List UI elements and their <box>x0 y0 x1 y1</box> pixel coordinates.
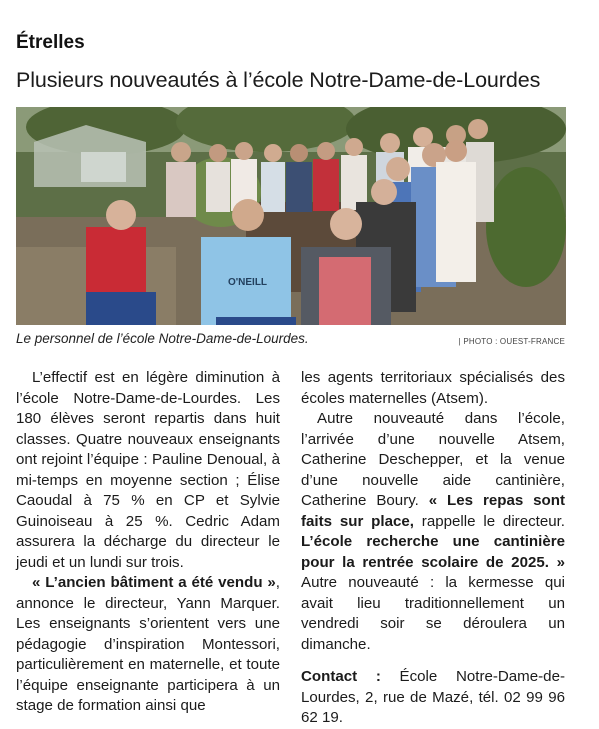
paragraph: L’effectif est en légère diminution à l’école Notre-Dame-de-Lourdes. Les 180 élèves seront repartis dans huit classes. Quatre nouveaux enseignants ont rejoint l’équipe : Pauline Denoual, à mi-temps en moyenne section ; Élise Caoudal à 75 % en CP et Sylvie Guinoiseau à 25 %. Cedric Adam assurera la décharge du directeur le jeudi et un lundi sur trois. <box>16 369 280 571</box>
quote-cantine: L’école recherche une cantinière pour la rentrée scolaire de 2025. » <box>301 533 565 571</box>
shirt-logo-text: O'NEILL <box>228 277 268 288</box>
director-quote: « L’ancien bâtiment a été vendu » <box>32 574 276 591</box>
paragraph <box>16 573 280 717</box>
paragraph-text: Autre nouveauté dans l’école, l’arrivée d’une nouvelle Atsem, Catherine Deschepper, et la venue d’une nouvelle aide cantinière, Catherine Boury. <box>301 410 565 509</box>
quote-meals: « Les repas sont faits sur place, <box>301 492 565 530</box>
contact-text: École Notre-Dame-de-Lourdes, 2, rue de Mazé, tél. 02 99 96 62 19. <box>301 668 565 726</box>
paragraph-text: rappelle le directeur. <box>413 512 566 530</box>
article-headline: Plusieurs nouveautés à l’école Notre-Dame-de-Lourdes <box>16 68 541 92</box>
photo-credit: | PHOTO : OUEST-FRANCE <box>458 337 565 346</box>
paragraph: les agents territoriaux spécialisés des écoles maternelles (Atsem). <box>301 369 565 407</box>
contact-label: Contact : <box>301 668 381 685</box>
paragraph <box>301 409 565 655</box>
paragraph-text: Autre nouveauté : la kermesse qui avait lieu traditionnellement un vendredi soir se déroulera un dimanche. <box>301 574 565 653</box>
contact-paragraph <box>301 667 565 729</box>
staff-photo <box>16 107 566 325</box>
section-kicker: Étrelles <box>16 32 85 53</box>
paragraph-text: , annonce le directeur, Yann Marquer. Les enseignants s’orientent vers une pédagogie d’inspiration Montessori, particulièrement en maternelle, et toute l’équipe enseignante participera à un stage de formation ainsi que <box>16 574 280 714</box>
article-column-left <box>16 368 280 717</box>
article-column-right <box>301 368 565 729</box>
photo-caption: Le personnel de l’école Notre-Dame-de-Lourdes. <box>16 331 309 346</box>
